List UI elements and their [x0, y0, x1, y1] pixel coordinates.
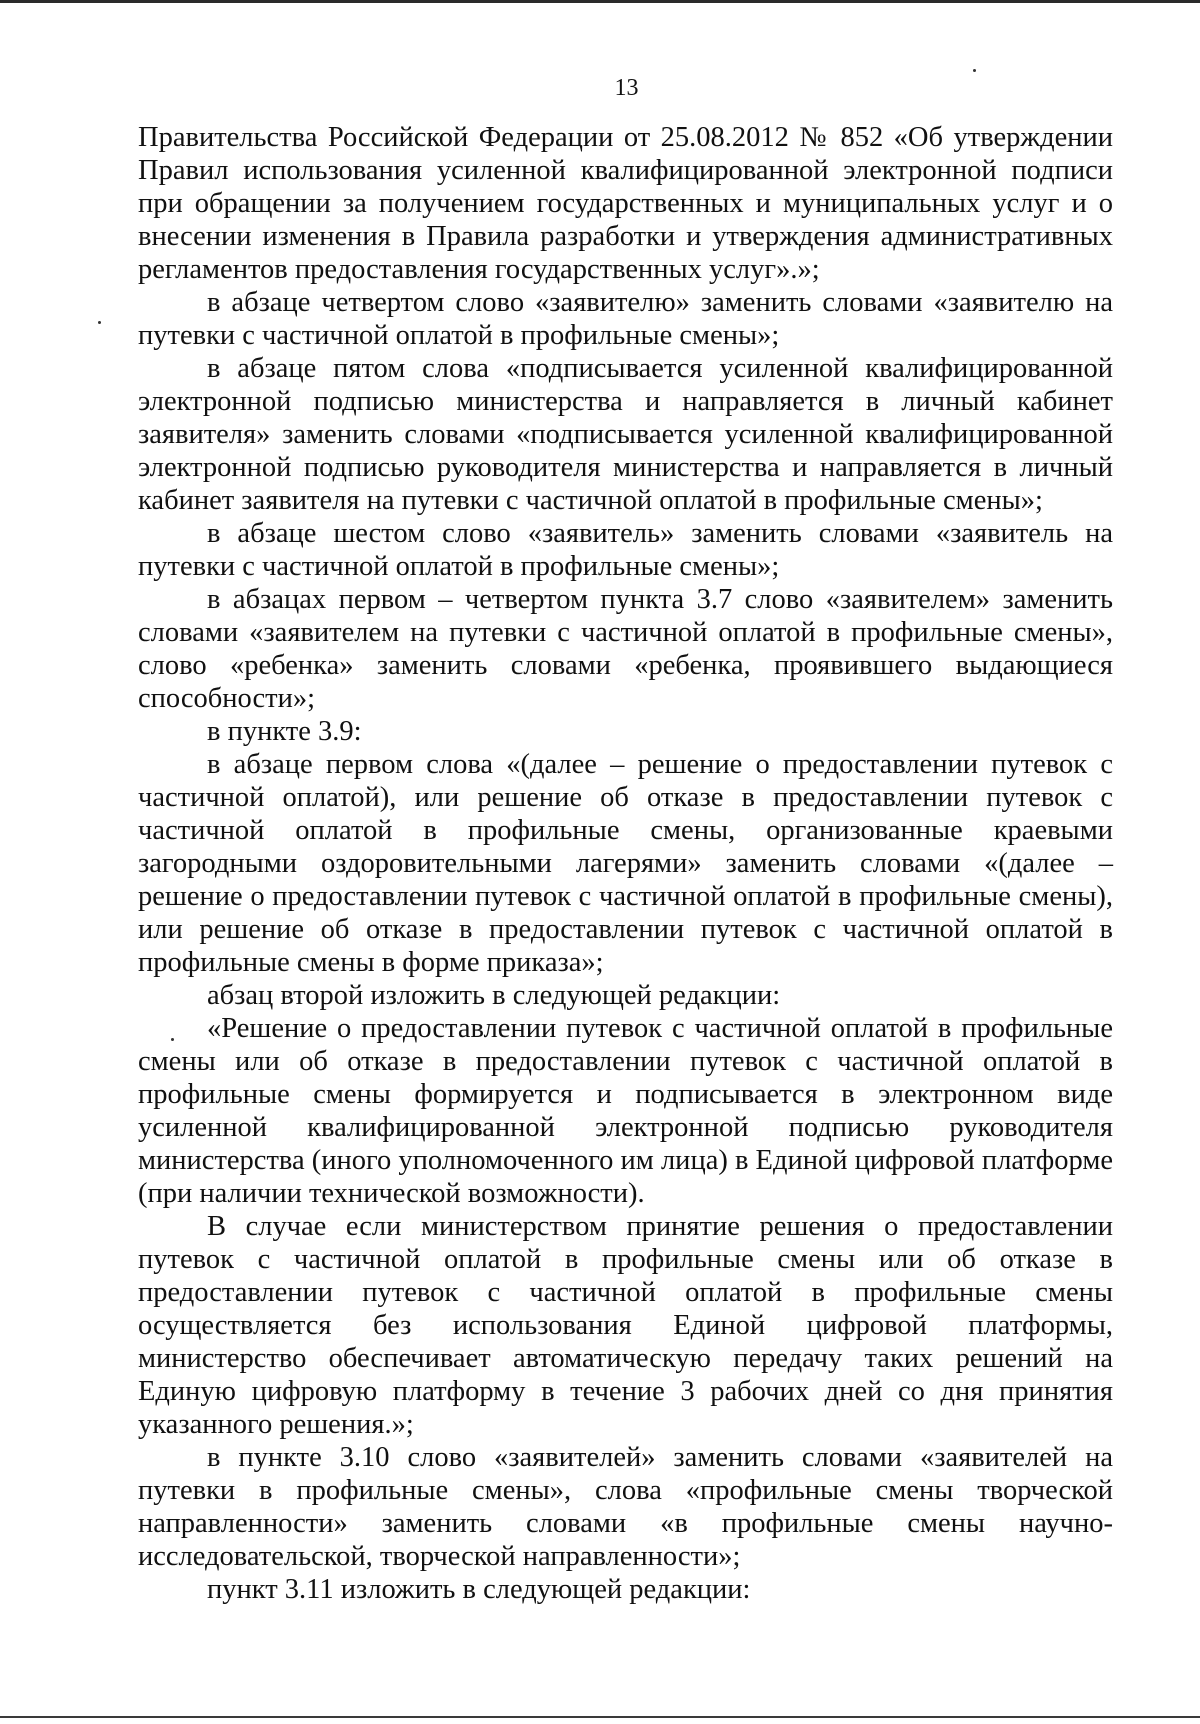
scan-speck: [98, 321, 101, 324]
paragraph-amendment: в абзацах первом – четвертом пункта 3.7 слово «заявителем» заменить словами «заявителем на путевки с частичной оплатой в профильные смены», слово «ребенка» заменить словами «ребенка, проявившего выдающиеся способности»;: [138, 584, 1113, 714]
paragraph-amendment: в пункте 3.10 слово «заявителей» заменить словами «заявителей на путевки в профильные смены», слова «профильные смены творческой направленности» заменить словами «в профильные смены научно-исследовательской, творческой направленности»;: [138, 1442, 1113, 1572]
paragraph-quoted-text: «Решение о предоставлении путевок с частичной оплатой в профильные смены или об отказе в предоставлении путевок с частичной оплатой в профильные смены формируется и подписывается в электронном виде усиленной квалифицированной электронной подписью руководителя министерства (иного уполномоченного им лица) в Единой цифровой платформе (при наличии технической возможности).: [138, 1013, 1113, 1209]
paragraph-amendment: в абзаце четвертом слово «заявителю» заменить словами «заявителю на путевки с частичной оплатой в профильные смены»;: [138, 287, 1113, 351]
paragraph-amendment: в абзаце шестом слово «заявитель» заменить словами «заявитель на путевки с частичной оплатой в профильные смены»;: [138, 518, 1113, 582]
scan-edge-bottom: [0, 1716, 1200, 1718]
paragraph-amendment: абзац второй изложить в следующей редакции:: [207, 980, 781, 1011]
paragraph-clause-heading: в пункте 3.9:: [207, 716, 362, 747]
paragraph-amendment: в абзаце первом слова «(далее – решение о предоставлении путевок с частичной оплатой), или решение об отказе в предоставлении путевок с частичной оплатой в профильные смены, организованные краевыми загородными оздоровительными лагерями» заменить словами «(далее – решение о предоставлении путевок с частичной оплатой в профильные смены), или решение об отказе в предоставлении путевок с частичной оплатой в профильные смены в форме приказа»;: [138, 749, 1113, 978]
paragraph-quoted-text: В случае если министерством принятие решения о предоставлении путевок с частичной оплатой в профильные смены или об отказе в предоставлении путевок с частичной оплатой в профильные смены осуществляется без использования Единой цифровой платформы, министерство обеспечивает автоматическую передачу таких решений на Единую цифровую платформу в течение 3 рабочих дней со дня принятия указанного решения.»;: [138, 1211, 1113, 1440]
scan-edge-top: [0, 0, 1200, 3]
page-number: 13: [614, 75, 639, 101]
paragraph-continuation: Правительства Российской Федерации от 25.08.2012 № 852 «Об утверждении Правил использования усиленной квалифицированной электронной подписи при обращении за получением государственных и муниципальных услуг и о внесении изменения в Правила разработки и утверждения административных регламентов предоставления государственных услуг».»;: [138, 122, 1113, 285]
scan-speck: [171, 1038, 174, 1041]
scan-speck: [973, 69, 976, 72]
paragraph-amendment: в абзаце пятом слова «подписывается усиленной квалифицированной электронной подписью министерства и направляется в личный кабинет заявителя» заменить словами «подписывается усиленной квалифицированной электронной подписью руководителя министерства и направляется в личный кабинет заявителя на путевки с частичной оплатой в профильные смены»;: [138, 353, 1113, 516]
document-body: [138, 121, 1113, 1606]
paragraph-amendment: пункт 3.11 изложить в следующей редакции:: [207, 1574, 751, 1605]
